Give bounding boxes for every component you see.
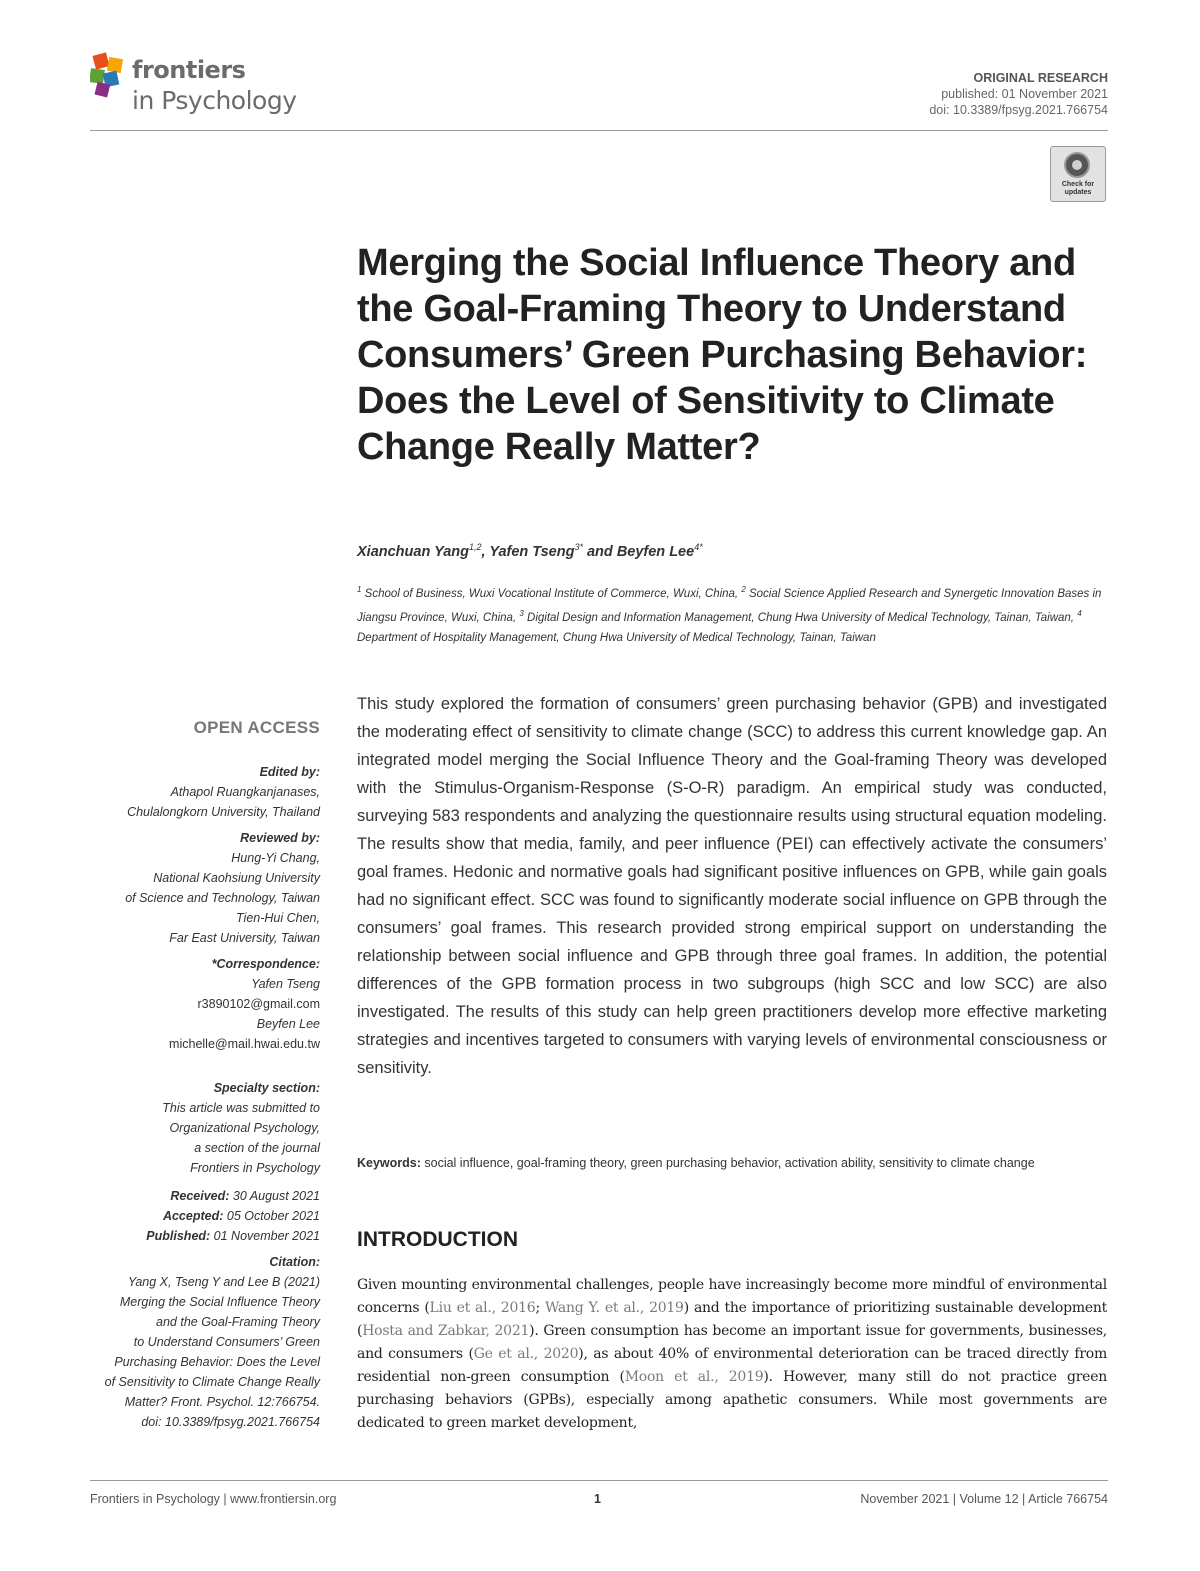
intro-text: ) and the importance of prioritizing sustainable development ( xyxy=(357,1300,1108,1339)
citation-link[interactable]: Moon et al., 2019 xyxy=(624,1369,764,1385)
affil-sup: 2 xyxy=(741,585,746,594)
citation-link[interactable]: Ge et al., 2020 xyxy=(473,1346,579,1362)
keywords-label: Keywords: xyxy=(357,1156,421,1170)
author-name[interactable]: Yafen Tseng xyxy=(489,543,575,560)
received-value: 30 August 2021 xyxy=(229,1189,320,1203)
article-meta xyxy=(929,70,1108,118)
author-sep: , xyxy=(481,543,490,560)
journal-logo xyxy=(90,52,350,124)
intro-text: ; xyxy=(535,1300,545,1316)
open-access-label: OPEN ACCESS xyxy=(193,718,320,737)
citation-line: Yang X, Tseng Y and Lee B (2021) xyxy=(127,1275,320,1289)
correspondence-label: *Correspondence: xyxy=(211,957,320,971)
journal-name-line2: in Psychology xyxy=(132,86,297,115)
page-number: 1 xyxy=(594,1492,601,1506)
affiliation: Department of Hospitality Management, Chung Hwa University of Medical Technology, Tainan, Taiwan xyxy=(357,631,876,644)
affiliations xyxy=(357,580,1107,648)
journal-name-line1: frontiers xyxy=(132,56,246,84)
author-list xyxy=(357,542,703,560)
introduction-paragraph xyxy=(357,1274,1107,1435)
specialty-line: a section of the journal xyxy=(194,1141,320,1155)
check-for-updates-badge[interactable] xyxy=(1050,146,1106,202)
editor-name: Athapol Ruangkanjanases, xyxy=(170,785,320,799)
intro-text: ). Green consumption has become an important issue for governments, businesses, and consumers ( xyxy=(357,1323,1108,1362)
accepted-value: 05 October 2021 xyxy=(223,1209,320,1223)
specialty-line: Organizational Psychology, xyxy=(169,1121,320,1135)
author-sup: 4* xyxy=(694,542,703,552)
affiliation: Social Science Applied Research and Synergetic Innovation Bases in Jiangsu Province, Wuxi, China, xyxy=(357,587,1102,625)
received-date xyxy=(80,1186,320,1206)
affil-sup: 4 xyxy=(1077,609,1082,619)
citation-link[interactable]: Liu et al., 2016 xyxy=(429,1300,536,1316)
correspondent-name: Yafen Tseng xyxy=(251,977,320,991)
reviewer-name: Tien-Hui Chen, xyxy=(236,911,320,925)
citation-line: and the Goal-Framing Theory xyxy=(156,1315,320,1329)
published-value: 01 November 2021 xyxy=(210,1229,320,1243)
affiliation: School of Business, Wuxi Vocational Institute of Commerce, Wuxi, China, xyxy=(361,587,742,600)
author-sup: 1,2 xyxy=(469,542,482,552)
affil-sup: 1 xyxy=(357,585,362,594)
keywords xyxy=(357,1154,1107,1172)
author-sup: 3* xyxy=(574,542,583,552)
affiliation: Digital Design and Information Management, Chung Hwa University of Medical Technology, Tainan, Taiwan, xyxy=(523,612,1078,625)
correspondent-email[interactable]: michelle@mail.hwai.edu.tw xyxy=(169,1037,320,1051)
affil-sup: 3 xyxy=(519,609,524,619)
citation-line: to Understand Consumers’ Green xyxy=(133,1335,320,1349)
accepted-date xyxy=(80,1206,320,1226)
citation-link[interactable]: Hosta and Zabkar, 2021 xyxy=(362,1323,530,1339)
author-sep: and xyxy=(582,543,617,560)
header-divider xyxy=(90,130,1108,131)
reviewed-by-label: Reviewed by: xyxy=(240,831,320,845)
intro-text: Given mounting environmental challenges, people have increasingly become more mindful of environmental concerns ( xyxy=(357,1277,1107,1316)
intro-text: ), as about 40% of environmental deterioration can be traced directly from residential non-green consumption ( xyxy=(357,1346,1107,1385)
frontiers-logo-icon xyxy=(90,52,130,98)
published-label: Published: xyxy=(146,1229,211,1243)
received-label: Received: xyxy=(170,1189,230,1203)
author-name[interactable]: Beyfen Lee xyxy=(616,543,695,560)
article-sidebar xyxy=(80,718,320,1432)
citation-line: Purchasing Behavior: Does the Level xyxy=(114,1355,320,1369)
reviewer-affiliation: of Science and Technology, Taiwan xyxy=(125,891,320,905)
citation-line: of Sensitivity to Climate Change Really xyxy=(104,1375,320,1389)
check-updates-icon xyxy=(1064,152,1090,178)
published-date-sidebar xyxy=(80,1226,320,1246)
footer-journal-link[interactable]: Frontiers in Psychology | www.frontiersin.org xyxy=(90,1492,337,1506)
specialty-line: Frontiers in Psychology xyxy=(190,1161,320,1175)
abstract: This study explored the formation of consumers’ green purchasing behavior (GPB) and investigated the moderating effect of sensitivity to climate change (SCC) to address this current knowledge gap. An integrated model merging the Social Influence Theory and the Goal-framing Theory was developed with the Stimulus-Organism-Response (S-O-R) paradigm. An empirical study was conducted, surveying 583 respondents and analyzing the questionnaire results using structural equation modeling. The results show that media, family, and peer influence (PEI) can effectively activate the consumers’ goal frames. Hedonic and normative goals had significant positive influences on GPB, while gain goals had no significant effect. SCC was found to significantly moderate social influence on GPB through the consumers’ goal frames. This research provided strong empirical support on understanding the relationship between social influence and GPB through three goal frames. In addition, the potential differences of the GPB formation process in two subgroups (high SCC and low SCC) are also investigated. The results of this study can help green practitioners develop more effective marketing strategies and incentives targeted to consumers with varying levels of environmental consciousness or sensitivity. xyxy=(357,695,1107,1077)
published-date: published: 01 November 2021 xyxy=(941,87,1108,101)
reviewer-affiliation: Far East University, Taiwan xyxy=(169,931,320,945)
citation-line: Matter? Front. Psychol. 12:766754. xyxy=(124,1395,320,1409)
edited-by-label: Edited by: xyxy=(259,765,320,779)
intro-text: ). However, many still do not practice green purchasing behaviors (GPBs), especially among apathetic consumers. While most governments are dedicated to green market development, xyxy=(357,1369,1107,1431)
keywords-list: social influence, goal-framing theory, green purchasing behavior, activation ability, sensitivity to climate change xyxy=(420,1156,1035,1170)
article-type: ORIGINAL RESEARCH xyxy=(973,71,1108,85)
author-name[interactable]: Xianchuan Yang xyxy=(357,543,469,560)
reviewer-affiliation: National Kaohsiung University xyxy=(153,871,320,885)
correspondent-email[interactable]: r3890102@gmail.com xyxy=(197,997,320,1011)
check-updates-label: Check for updates xyxy=(1061,181,1095,196)
citation-line[interactable]: doi: 10.3389/fpsyg.2021.766754 xyxy=(141,1415,320,1429)
editor-affiliation: Chulalongkorn University, Thailand xyxy=(127,805,320,819)
specialty-line: This article was submitted to xyxy=(162,1101,320,1115)
section-heading-introduction: INTRODUCTION xyxy=(357,1228,518,1251)
citation-link[interactable]: Wang Y. et al., 2019 xyxy=(544,1300,684,1316)
correspondent-name: Beyfen Lee xyxy=(256,1017,320,1031)
citation-line: Merging the Social Influence Theory xyxy=(119,1295,320,1309)
accepted-label: Accepted: xyxy=(162,1209,224,1223)
footer-issue-info: November 2021 | Volume 12 | Article 766754 xyxy=(860,1492,1108,1506)
citation-label: Citation: xyxy=(269,1255,320,1269)
doi[interactable]: doi: 10.3389/fpsyg.2021.766754 xyxy=(929,103,1108,117)
reviewer-name: Hung-Yi Chang, xyxy=(231,851,320,865)
specialty-section-label: Specialty section: xyxy=(213,1081,320,1095)
footer-divider xyxy=(90,1480,1108,1481)
article-title: Merging the Social Influence Theory and the Goal-Framing Theory to Understand Consumers’ Green Purchasing Behavior: Does the Level of Sensitivity to Climate Change Really Matter? xyxy=(357,242,1088,468)
